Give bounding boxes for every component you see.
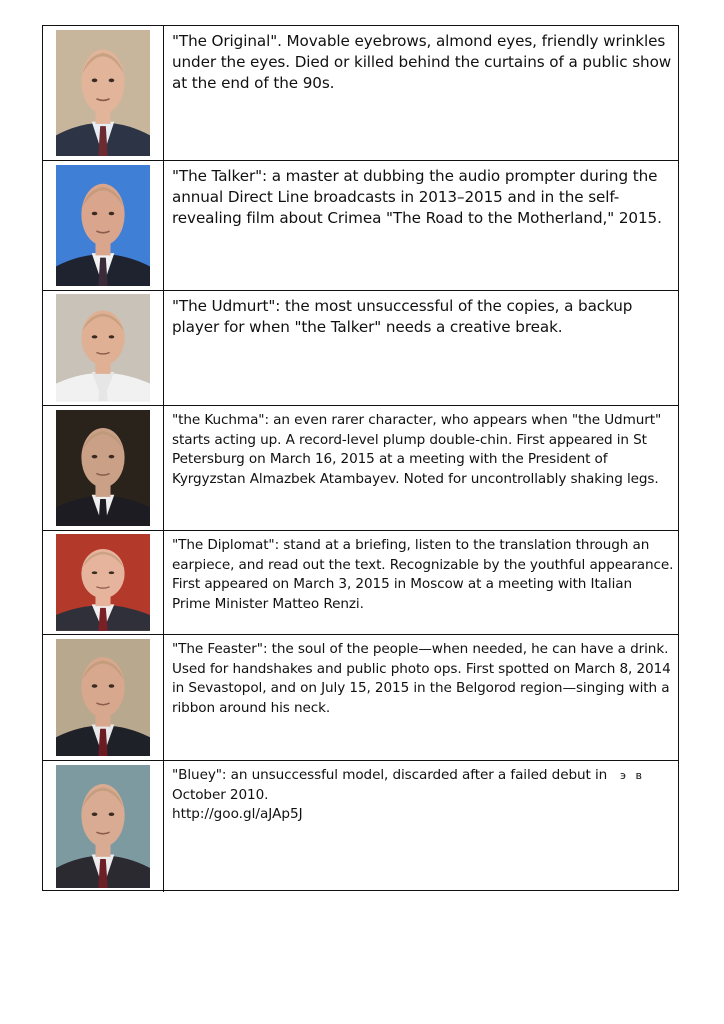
photo-cell <box>43 406 164 530</box>
description-cell <box>164 531 678 634</box>
photo-face <box>81 657 124 717</box>
photo-eye-left <box>92 684 98 687</box>
photo-face <box>81 311 124 366</box>
row-description: "Bluey": an unsuccessful model, discarded after a failed debut in October 2010. <box>172 767 608 803</box>
row-description: "The Feaster": the soul of the people—when needed, he can have a drink. Used for handshakes and public photo ops. First spotted on March 8, 2014 in Sevastopol, and on July 15, 2015 in the Belgorod region—singing with a ribbon around his neck. <box>172 641 671 716</box>
photo-cell <box>43 531 164 634</box>
table-row <box>43 291 678 406</box>
photo-face <box>81 784 124 847</box>
row-description: "The Talker": a master at dubbing the audio prompter during the annual Direct Line broadcasts in 2013–2015 and in the self-revealing film about Crimea "The Road to the Motherland," 2015. <box>172 167 662 227</box>
row-description: "The Udmurt": the most unsuccessful of the copies, a backup player for when "the Talker" needs a creative break. <box>172 297 633 336</box>
row-description: "The Diplomat": stand at a briefing, listen to the translation through an earpiece, and read out the text. Recognizable by the youthful appearance. First appeared on March 3, 2015 in Moscow at a meeting with Italian Prime Minister Matteo Renzi. <box>172 537 674 612</box>
description-cell <box>164 406 678 530</box>
row-description: "the Kuchma": an even rarer character, who appears when "the Udmurt" starts acting up. A record-level plump double-chin. First appeared in St Petersburg on March 16, 2015 at a meeting with the President of Kyrgyzstan Almazbek Atambayev. Noted for uncontrollably shaking legs. <box>172 412 662 487</box>
photo-eye-left <box>92 812 98 816</box>
portrait-photo <box>56 765 150 888</box>
photo-eye-right <box>109 455 115 458</box>
photo-cell <box>43 26 164 160</box>
persona-table <box>42 25 679 891</box>
photo-cell <box>43 291 164 405</box>
portrait-photo <box>56 410 150 527</box>
photo-face <box>81 49 124 113</box>
photo-eye-right <box>109 571 115 574</box>
photo-eye-left <box>92 79 98 83</box>
photo-cell <box>43 761 164 892</box>
table-row <box>43 406 678 531</box>
description-cell <box>164 26 678 160</box>
table-row <box>43 761 678 892</box>
portrait-photo <box>56 639 150 757</box>
photo-eye-right <box>109 336 115 339</box>
source-link[interactable]: http://goo.gl/aJAp5J <box>172 806 303 822</box>
photo-face <box>81 428 124 487</box>
table-row <box>43 531 678 635</box>
photo-cell <box>43 635 164 760</box>
photo-face <box>81 549 124 598</box>
photo-eye-right <box>109 79 115 83</box>
description-cell <box>164 291 678 405</box>
photo-face <box>81 184 124 246</box>
photo-eye-left <box>92 571 98 574</box>
description-cell <box>164 635 678 760</box>
portrait-photo <box>56 165 150 286</box>
description-cell <box>164 161 678 290</box>
portrait-photo <box>56 294 150 401</box>
corner-mark: э в <box>619 769 645 782</box>
table-row <box>43 635 678 761</box>
photo-eye-right <box>109 212 115 216</box>
description-cell <box>164 761 678 892</box>
photo-eye-left <box>92 455 98 458</box>
photo-cell <box>43 161 164 290</box>
photo-eye-right <box>109 684 115 687</box>
photo-eye-left <box>92 212 98 216</box>
portrait-photo <box>56 30 150 156</box>
portrait-photo <box>56 534 150 631</box>
table-row <box>43 26 678 161</box>
table-row <box>43 161 678 291</box>
photo-eye-right <box>109 812 115 816</box>
photo-eye-left <box>92 336 98 339</box>
row-description: "The Original". Movable eyebrows, almond eyes, friendly wrinkles under the eyes. Died or killed behind the curtains of a public show at the end of the 90s. <box>172 32 672 92</box>
